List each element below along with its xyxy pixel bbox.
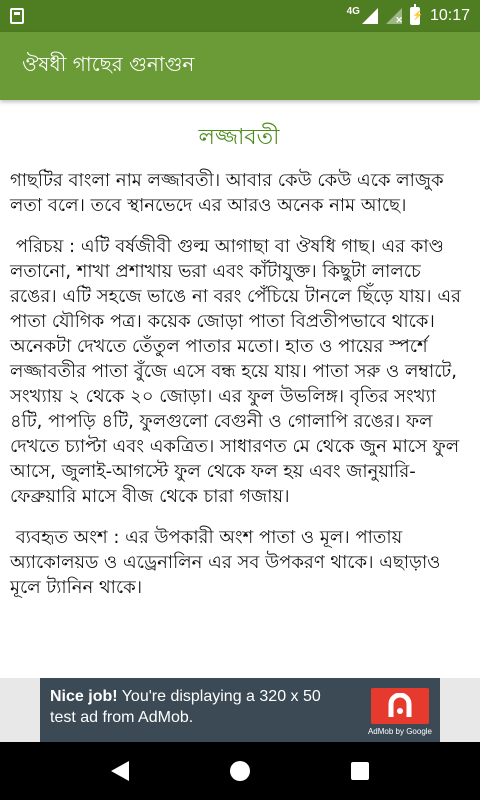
article-paragraph-used-parts: ব্যবহৃত অংশ : এর উপকারী অংশ পাতা ও মূল। পাতায় অ্যাকোলয়ড ও এড্রেনালিন এর সব উপকরণ থাকে। এছাড়াও মূলে ট্যানিন থাকে। bbox=[10, 527, 447, 598]
network-type-label: 4G bbox=[346, 5, 360, 17]
sd-card-icon bbox=[10, 8, 24, 24]
back-icon[interactable] bbox=[100, 751, 140, 791]
signal-icon bbox=[362, 8, 378, 24]
ad-headline: Nice job! bbox=[50, 688, 118, 705]
battery-charging-icon: ⚡ bbox=[410, 7, 420, 25]
clock: 10:17 bbox=[429, 7, 470, 24]
admob-icon bbox=[371, 688, 429, 724]
article-content[interactable] bbox=[0, 100, 480, 678]
app-title: ঔষধী গাছের গুনাগুন bbox=[22, 51, 195, 76]
article-paragraph-intro: গাছটির বাংলা নাম লজ্জাবতী। আবার কেউ কেউ একে লাজুক লতা বলে। তবে স্থানভেদে এর আরও অনেক নাম আছে। bbox=[10, 170, 450, 216]
article-title: লজ্জাবতী bbox=[198, 125, 280, 150]
recents-icon[interactable] bbox=[340, 751, 380, 791]
app-bar bbox=[0, 32, 480, 100]
article-paragraph-description: পরিচয় : এটি বর্ষজীবী গুল্ম আগাছা বা ঔষধি গাছ। এর কাণ্ড লতানো, শাখা প্রশাখায় ভরা এবং কাঁটাযুক্ত। কিছুটা লালচে রঙের। এটি সহজে ভাঙে না বরং পেঁচিয়ে টানলে ছিঁড়ে যায়। এর পাতা যৌগিক পত্র। কয়েক জোড়া পাতা বিপ্রতীপভাবে থাকে। অনেকটা দেখতে তেঁতুল পাতার মতো। হাত ও পায়ের স্পর্শে লজ্জাবতীর পাতা বুঁজে এসে বন্ধ হয়ে যায়। পাতা সরু ও লম্বাটে, সংখ্যায় ২ থেকে ২০ জোড়া। এর ফুল উভলিঙ্গ। বৃতির সংখ্যা ৪টি, পাপড়ি ৪টি, ফুলগুলো বেগুনী ও গোলাপি রঙের। ফল দেখতে চ্যাপ্টা এবং একত্রিত। সাধারণত মে থেকে জুন মাসে ফুল আসে, জুলাই-আগস্টে ফুল থেকে ফল হয় এবং জানুয়ারি-ফেব্রুয়ারি মাসে বীজ থেকে চারা গজায়। bbox=[10, 236, 467, 507]
ad-content[interactable] bbox=[40, 678, 440, 742]
admob-logo[interactable] bbox=[360, 678, 440, 742]
navigation-bar bbox=[0, 742, 480, 800]
ad-banner[interactable] bbox=[0, 678, 480, 742]
ad-text[interactable] bbox=[40, 678, 360, 742]
status-bar bbox=[0, 0, 480, 32]
no-data-signal-icon: ✕ bbox=[386, 8, 402, 24]
home-icon[interactable] bbox=[220, 751, 260, 791]
ad-body: You're displaying a 320 x 50 test ad from AdMob. bbox=[50, 688, 321, 726]
admob-caption: AdMob by Google bbox=[367, 727, 433, 736]
